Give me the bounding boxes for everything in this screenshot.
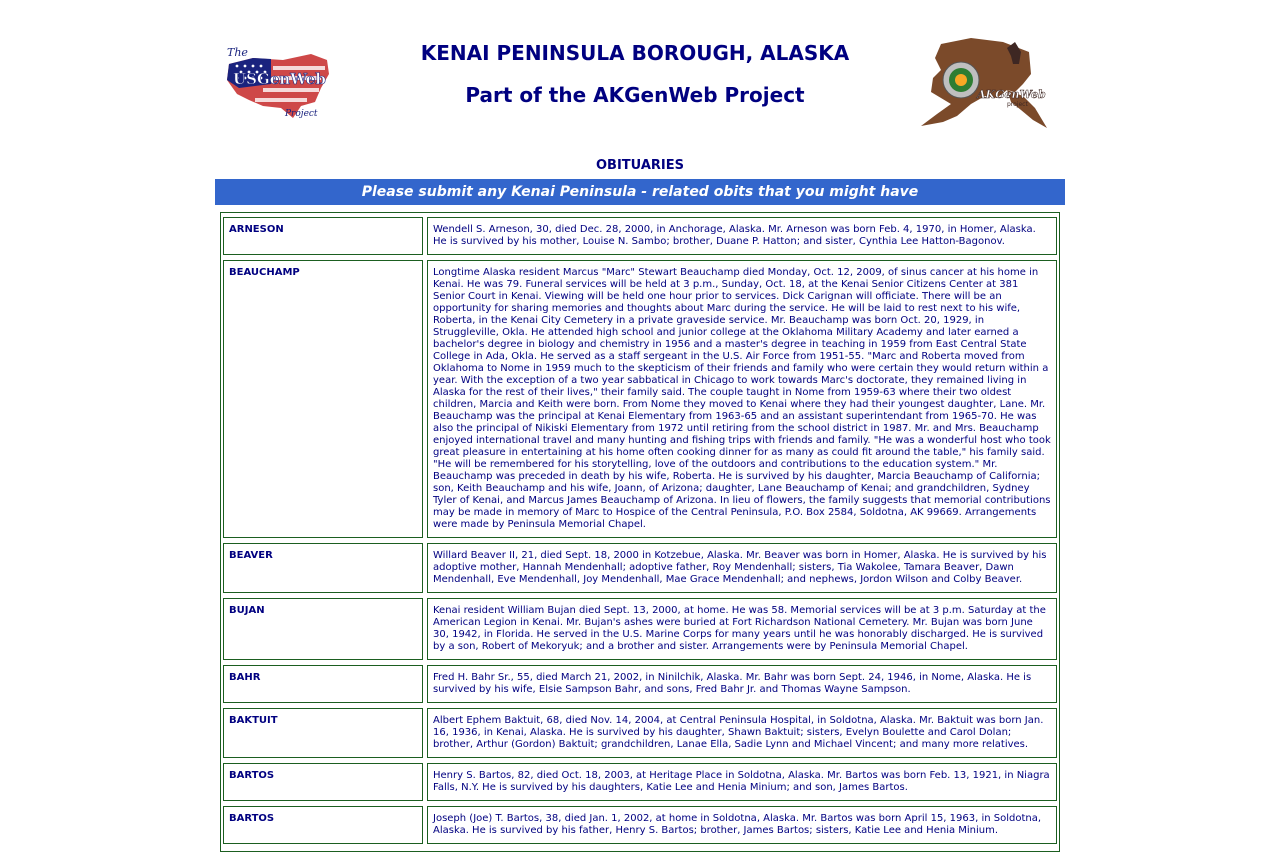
submit-banner: Please submit any Kenai Peninsula - related obits that you might have — [215, 179, 1065, 205]
logo-left-line-3: Project — [285, 109, 318, 119]
obit-text: Henry S. Bartos, 82, died Oct. 18, 2003, at Heritage Place in Soldotna, Alaska. Mr. Bartos was born Feb. 13, 1921, in Niagra Falls, N.Y. He is survived by his daughters, Katie Lee and Henia Minium; and son, James Bartos. — [427, 763, 1057, 801]
obit-text: Albert Ephem Baktuit, 68, died Nov. 14, 2004, at Central Peninsula Hospital, in Soldotna, Alaska. Mr. Baktuit was born Jan. 16, 1936, in Kenai, Alaska. He is survived by his daughter, Shawn Baktuit; sisters, Evelyn Boulette and Carol Dolan; brother, Arthur (Gordon) Baktuit; grandchildren, Lanae Ella, Sadie Lynn and Michael Vincent; and many more relatives. — [427, 708, 1057, 758]
usgenweb-logo[interactable] — [223, 44, 337, 120]
section-title: OBITUARIES — [596, 158, 684, 173]
table-row — [223, 806, 1057, 844]
obit-name: BEAUCHAMP — [223, 260, 423, 538]
akgenweb-logo[interactable] — [911, 34, 1051, 130]
obit-text: Wendell S. Arneson, 30, died Dec. 28, 2000, in Anchorage, Alaska. Mr. Arneson was born Feb. 4, 1970, in Homer, Alaska. He is survived by his mother, Louise N. Sambo; brother, Duane P. Hatton; and sister, Cynthia Lee Hatton-Bagonov. — [427, 217, 1057, 255]
table-row — [223, 543, 1057, 593]
page-header — [215, 0, 1065, 150]
obit-name: BARTOS — [223, 763, 423, 801]
logo-left-line-1: The — [227, 46, 248, 59]
obit-name: BAKTUIT — [223, 708, 423, 758]
page-subtitle: Part of the AKGenWeb Project — [465, 83, 805, 107]
obit-text: Kenai resident William Bujan died Sept. 13, 2000, at home. He was 58. Memorial services will be at 3 p.m. Saturday at the American Legion in Kenai. Mr. Bujan's ashes were buried at Fort Richardson National Cemetery. Mr. Bujan was born June 30, 1942, in Florida. He served in the U.S. Marine Corps for many years until he was honorably discharged. He is survived by a son, Robert of Mekoryuk; and a brother and sister. Arrangements were by Peninsula Memorial Chapel. — [427, 598, 1057, 660]
obit-text: Willard Beaver II, 21, died Sept. 18, 2000 in Kotzebue, Alaska. Mr. Beaver was born in Homer, Alaska. He is survived by his adoptive mother, Hannah Mendenhall; adoptive father, Roy Mendenhall; sisters, Tia Wakolee, Tamara Beaver, Dawn Mendenhall, Eve Mendenhall, Joy Mendenhall, Mae Grace Mendenhall; and nephews, Jordon Wilson and Colby Beaver. — [427, 543, 1057, 593]
table-row — [223, 708, 1057, 758]
obit-name: BARTOS — [223, 806, 423, 844]
obit-name: ARNESON — [223, 217, 423, 255]
table-row — [223, 217, 1057, 255]
obit-text: Joseph (Joe) T. Bartos, 38, died Jan. 1, 2002, at home in Soldotna, Alaska. Mr. Bartos was born April 15, 1963, in Soldotna, Alaska. He is survived by his father, Henry S. Bartos; brother, James Bartos; sisters, Katie Lee and Henia Minium. — [427, 806, 1057, 844]
obit-text: Fred H. Bahr Sr., 55, died March 21, 2002, in Ninilchik, Alaska. Mr. Bahr was born Sept. 24, 1946, in Nome, Alaska. He is survived by his wife, Elsie Sampson Bahr, and sons, Fred Bahr Jr. and Thomas Wayne Sampson. — [427, 665, 1057, 703]
obituaries-table — [220, 212, 1060, 852]
table-row — [223, 665, 1057, 703]
logo-right-line-1: AKGenWeb — [977, 88, 1046, 101]
logo-right-line-2: project — [1007, 101, 1028, 108]
table-row — [223, 763, 1057, 801]
logo-left-line-2: USGenWeb — [233, 70, 326, 88]
obit-name: BUJAN — [223, 598, 423, 660]
title-block — [365, 40, 905, 108]
obit-name: BAHR — [223, 665, 423, 703]
table-row — [223, 598, 1057, 660]
obit-text: Longtime Alaska resident Marcus "Marc" Stewart Beauchamp died Monday, Oct. 12, 2009, of sinus cancer at his home in Kenai. He was 79. Funeral services will be held at 3 p.m., Sunday, Oct. 18, at the Kenai Senior Citizens Center at 381 Senior Court in Kenai. Viewing will be held one hour prior to services. Dick Carignan will officiate. There will be an opportunity for sharing memories and thoughts about Marc during the service. He will be laid to rest next to his wife, Roberta, in the Kenai City Cemetery in a private graveside service. Mr. Beauchamp was born Oct. 20, 1929, in Struggleville, Okla. He attended high school and junior college at the Oklahoma Military Academy and later earned a bachelor's degree in biology and chemistry in 1956 and a master's degree in teaching in 1959 from East Central State College in Ada, Okla. He served as a staff sergeant in the U.S. Air Force from 1951-55. "Marc and Roberta moved from Oklahoma to Nome in 1959 much to the skepticism of their friends and family who were certain they would return within a year. With the exception of a two year sabbatical in Chicago to work towards Marc's doctorate, they remained living in Alaska for the rest of their lives," their family said. The couple taught in Nome from 1959-63 where their two oldest children, Marcia and Keith were born. From Nome they moved to Kenai where they had their youngest daughter, Lane. Mr. Beauchamp was the principal at Kenai Elementary from 1963-65 and an assistant superintendant from 1965-70. He was also the principal of Nikiski Elementary from 1972 until retiring from the school district in 1987. Mr. and Mrs. Beauchamp enjoyed international travel and many hunting and fishing trips with friends and family. "He was a wonderful host who took great pleasure in entertaining at his home often cooking dinner for as many as could fit around the table," his family said. "He will be remembered for his storytelling, love of the outdoors and contributions to the education system." Mr. Beauchamp was preceded in death by his wife, Roberta. He is survived by his daughter, Marcia Beauchamp of California; son, Keith Beauchamp and his wife, Joann, of Arizona; daughter, Lane Beauchamp of Kenai; and grandchildren, Sydney Tyler of Kenai, and Marcus James Beauchamp of Arizona. In lieu of flowers, the family suggests that memorial contributions may be made in memory of Marc to Hospice of the Central Peninsula, P.O. Box 2584, Soldotna, AK 99669. Arrangements were made by Peninsula Memorial Chapel. — [427, 260, 1057, 538]
table-row — [223, 260, 1057, 538]
obit-name: BEAVER — [223, 543, 423, 593]
page-container — [215, 0, 1065, 852]
page-title: KENAI PENINSULA BOROUGH, ALASKA — [420, 41, 850, 65]
